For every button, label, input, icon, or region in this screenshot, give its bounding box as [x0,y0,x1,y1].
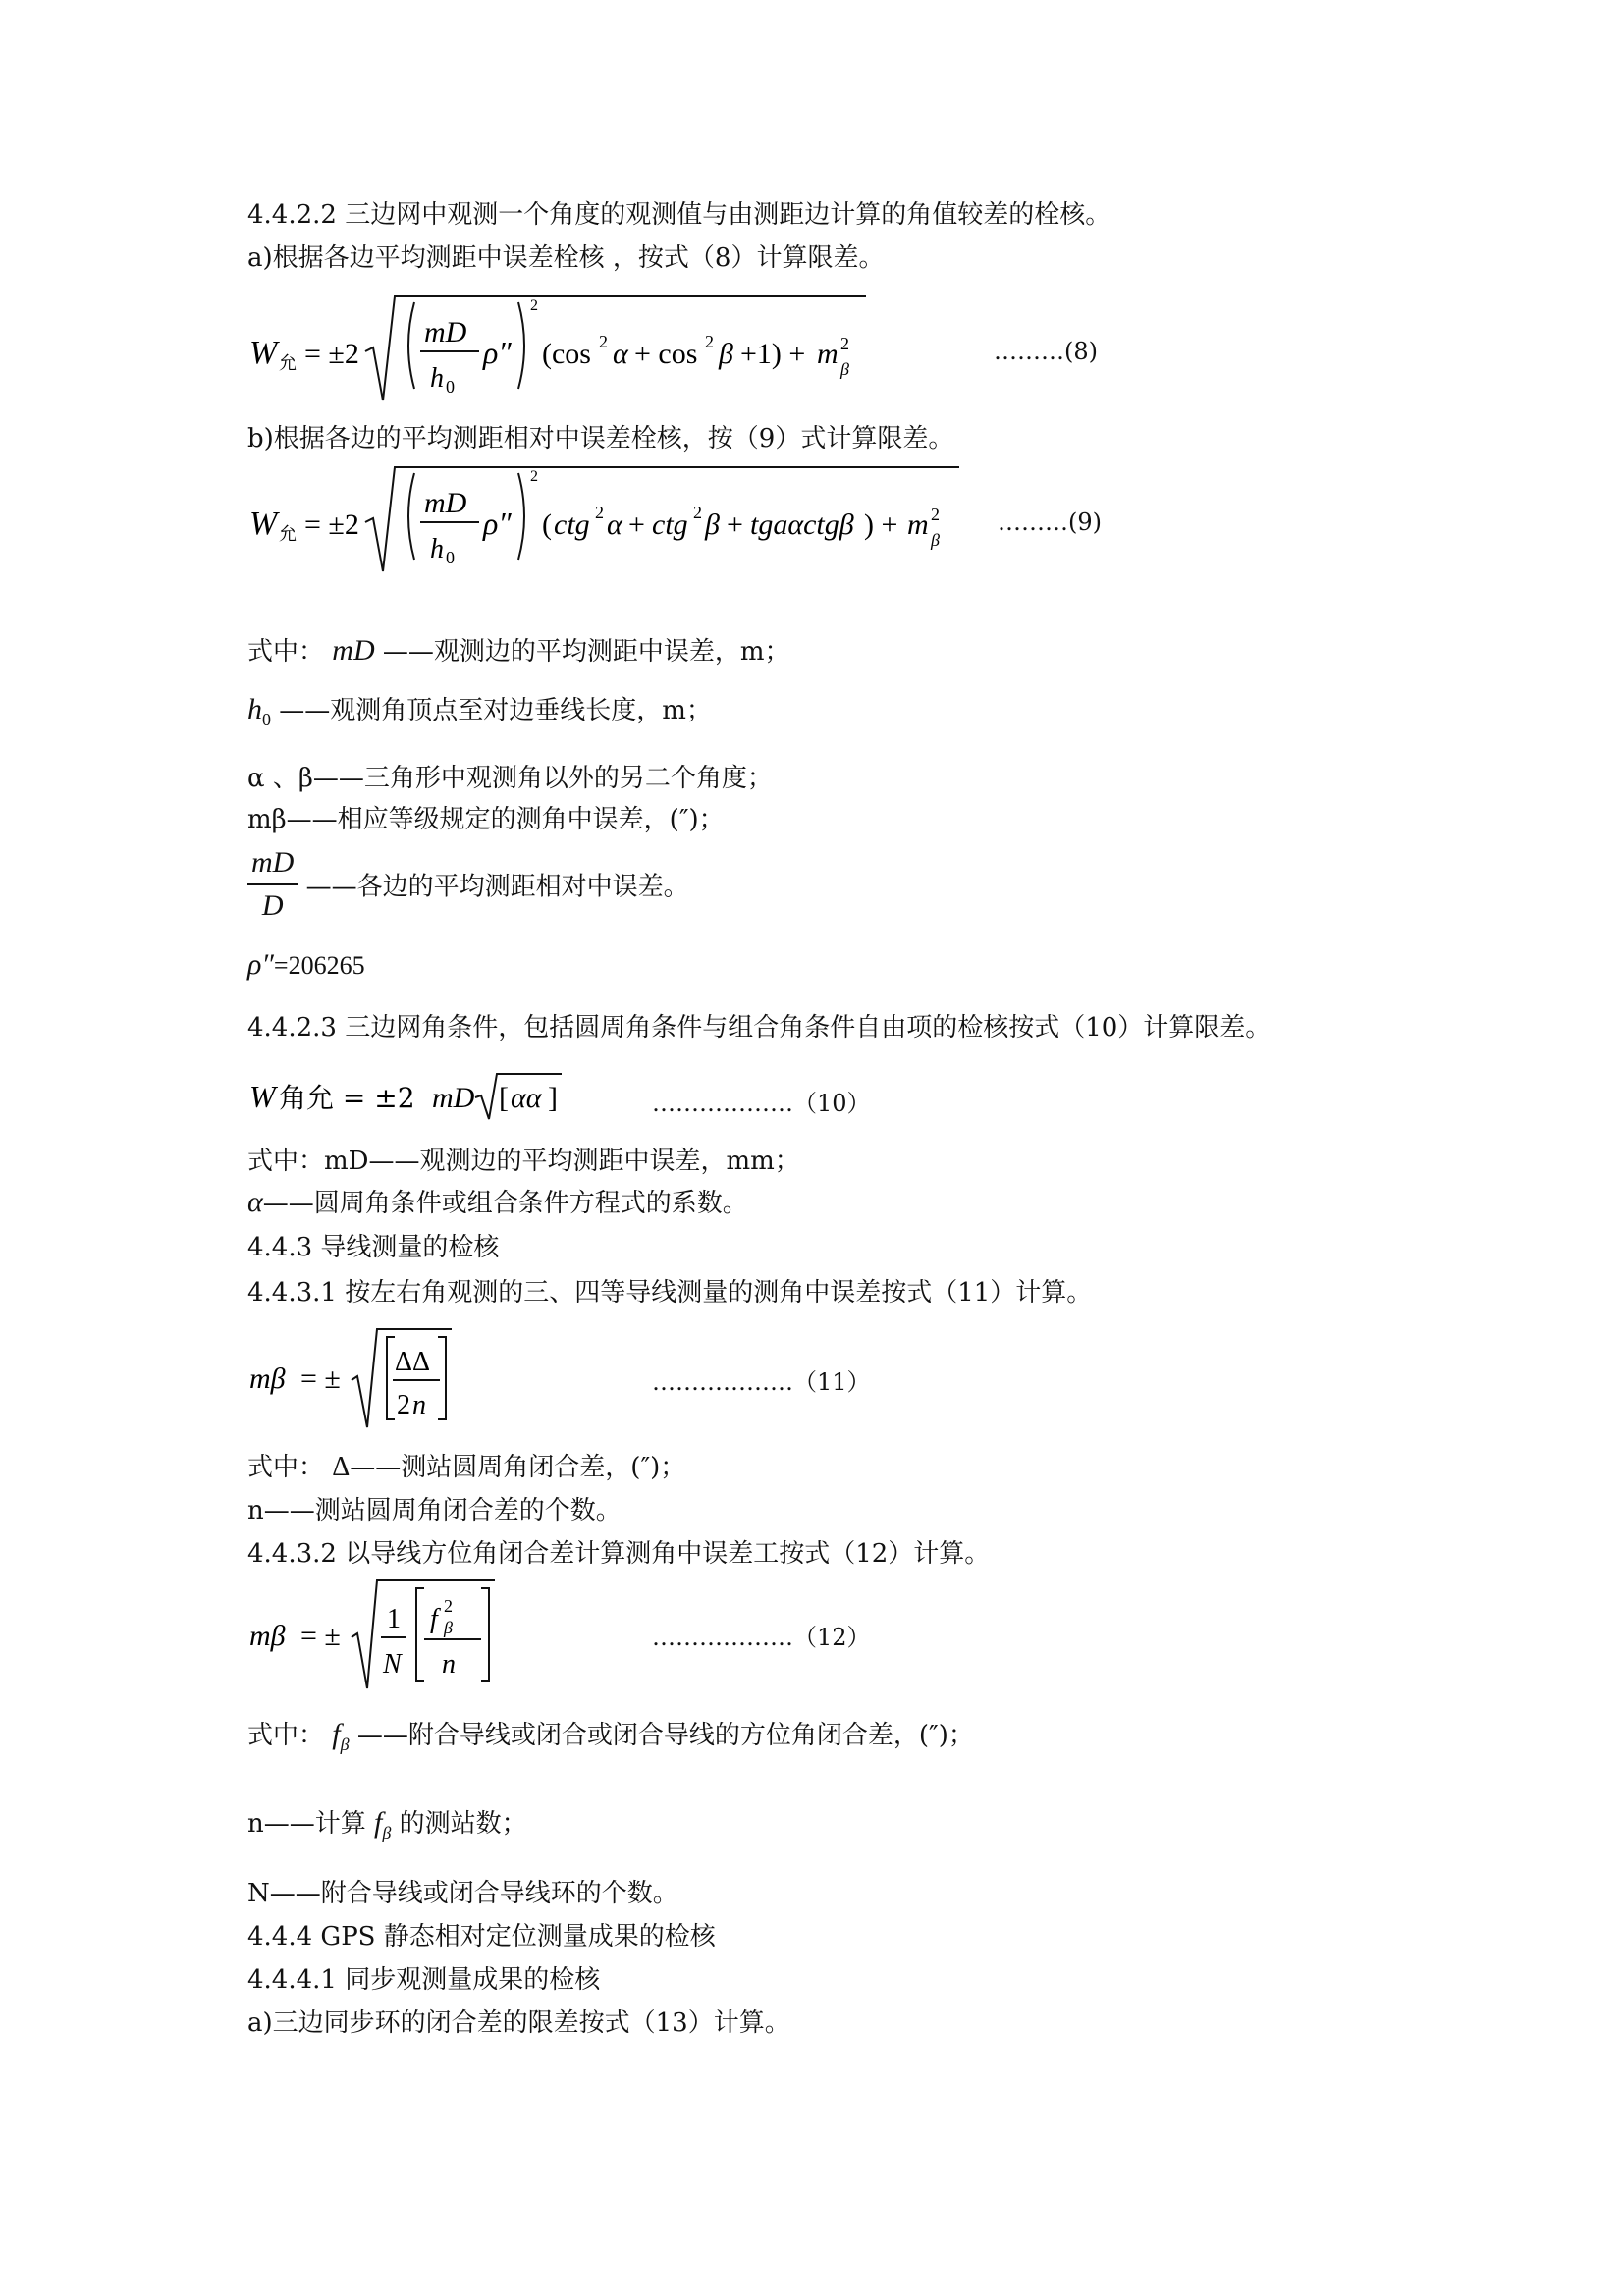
where-fbeta-line [247,1718,974,1761]
section-4422-heading: 4.4.2.2 三边网中观测一个角度的观测值与由测距边计算的角值较差的栓核。 [247,200,1111,230]
svg-text:[: [ [499,1082,509,1114]
equation-12 [247,1576,503,1694]
svg-text:+1) +: +1) + [740,338,806,370]
svg-text:β: β [705,508,720,541]
svg-text:ρ″: ρ″ [483,335,512,370]
alpha-beta-line: α 、β——三角形中观测角以外的另二个角度； [247,764,773,793]
N-count-line: N——附合导线或闭合导线环的个数。 [247,1879,678,1908]
where-h0-line [247,693,712,736]
equation-10-number: ………………（10） [652,1090,871,1117]
delta-description: ——测站圆周角闭合差，(″)； [350,1453,686,1482]
fraction-numerator: mD [247,842,298,885]
svg-text:β: β [931,530,940,550]
svg-text:2: 2 [599,332,608,351]
svg-text:允: 允 [279,524,297,545]
svg-text:2: 2 [397,1390,410,1420]
rho-line [247,948,365,983]
svg-text:+: + [727,508,743,541]
svg-text:β: β [444,1618,453,1637]
equation-9-graphic [247,461,974,579]
symbol-fbeta: $f_\beta$ [332,1718,350,1754]
svg-text:) +: ) + [864,508,898,541]
svg-text:W: W [249,335,278,371]
svg-text:(cos: (cos [542,338,591,370]
n-count-line: n——测站圆周角闭合差的个数。 [247,1496,622,1525]
svg-text:= ±: = ± [300,1620,341,1652]
svg-text:mD: mD [424,487,467,519]
equation-12-number: ………………（12） [652,1624,871,1651]
equation-11-number: ………………（11） [652,1368,871,1396]
svg-text:W: W [249,506,278,542]
svg-text:mβ: mβ [249,1362,286,1395]
fraction-mD-over-D [247,842,298,927]
svg-text:αα: αα [511,1082,542,1114]
equation-9 [247,461,974,579]
svg-text:mD: mD [424,316,467,348]
svg-text:0: 0 [446,548,455,567]
svg-text:角允 = ±2: 角允 = ±2 [279,1082,415,1114]
n-stations-prefix: n——计算 [247,1809,366,1839]
where-alpha-line [247,1186,748,1220]
svg-text:(: ( [542,508,552,541]
paragraph-b: b)根据各边的平均测距相对中误差栓核，按（9）式计算限差。 [247,424,954,454]
h0-description: ——观测角顶点至对边垂线长度，m； [279,696,712,725]
svg-text:允: 允 [279,353,297,374]
svg-text:ctg: ctg [652,508,688,541]
symbol-alpha: α [247,1186,263,1218]
svg-text:0: 0 [446,377,455,397]
svg-text:+ cos: + cos [634,338,698,370]
section-4432-heading: 4.4.3.2 以导线方位角闭合差计算测角中误差工按式（12）计算。 [247,1539,991,1569]
equation-10-graphic [247,1068,581,1127]
n-stations-suffix: 的测站数； [399,1809,527,1839]
svg-text:2: 2 [595,503,604,522]
svg-text:N: N [383,1649,402,1680]
svg-text:2: 2 [705,332,714,351]
where-label: 式中： [247,637,325,667]
section-444-heading: 4.4.4 GPS 静态相对定位测量成果的检核 [247,1922,716,1951]
equation-11-graphic [247,1325,463,1433]
equation-10 [247,1068,581,1127]
svg-text:2: 2 [931,505,940,524]
svg-text:β: β [840,359,849,379]
fbeta-description: ——附合导线或闭合或闭合导线的方位角闭合差，(″)； [356,1721,974,1750]
svg-text:2: 2 [840,334,849,353]
symbol-delta: Δ [332,1452,351,1482]
svg-text:m: m [907,508,929,541]
svg-text:2: 2 [693,503,702,522]
mdD-description: ——各边的平均测距相对中误差。 [305,872,689,902]
mD-description: ——观测边的平均测距中误差，m； [382,637,790,667]
mbeta-line: mβ——相应等级规定的测角中误差，(″)； [247,805,725,834]
section-4441-heading: 4.4.4.1 同步观测量成果的检核 [247,1965,601,1995]
svg-text:m: m [817,338,839,370]
where-mD-mm-line: 式中：mD——观测边的平均测距中误差，mm； [247,1147,800,1176]
equation-12-graphic [247,1576,503,1694]
svg-text:= ±: = ± [300,1362,341,1395]
section-4431-heading: 4.4.3.1 按左右角观测的三、四等导线测量的测角中误差按式（11）计算。 [247,1278,1093,1308]
n-stations-line [247,1806,527,1849]
svg-text:f: f [430,1604,438,1634]
fraction-denominator: D [261,889,284,922]
where-delta-line [247,1451,685,1484]
rho-value: =206265 [273,951,365,980]
where-label-4: 式中： [247,1721,325,1750]
svg-text:2: 2 [530,297,538,314]
svg-text:α: α [613,338,628,370]
alpha-description: ——圆周角条件或组合条件方程式的系数。 [262,1189,748,1218]
svg-text:n: n [412,1390,426,1420]
paragraph-a: a)根据各边平均测距中误差栓核 ，按式（8）计算限差。 [247,243,885,273]
section-4423-heading: 4.4.2.3 三边网角条件，包括圆周角条件与组合角条件自由项的检核按式（10）计算限差。 [247,1013,1271,1042]
svg-text:n: n [442,1649,456,1680]
svg-text:W: W [249,1079,276,1114]
svg-text:ΔΔ: ΔΔ [395,1347,431,1377]
svg-text:β: β [719,338,733,370]
where-mD-line [247,634,790,668]
symbol-mD: mD [332,634,375,667]
svg-text:h: h [430,534,444,564]
svg-text:2: 2 [444,1596,453,1616]
paragraph-a2: a)三边同步环的闭合差的限差按式（13）计算。 [247,2008,790,2038]
equation-8-graphic [247,291,876,408]
svg-text:]: ] [548,1082,558,1114]
svg-text:2: 2 [530,468,538,485]
symbol-rho: ρ″ [247,948,274,981]
symbol-fbeta-2: $f_\beta$ [374,1806,392,1842]
svg-text:h: h [430,363,444,394]
svg-text:tgaαctgβ: tgaαctgβ [750,508,854,541]
svg-text:= ±2: = ±2 [304,338,359,370]
equation-9-number: ………(9) [998,508,1102,536]
svg-text:1: 1 [387,1604,401,1634]
svg-text:= ±2: = ±2 [304,508,359,541]
equation-8 [247,291,876,408]
svg-text:mD: mD [432,1082,475,1114]
where-mdD-line [247,842,689,927]
equation-8-number: ………(8) [994,338,1098,365]
where-label-3: 式中： [247,1453,325,1482]
svg-text:ctg: ctg [554,508,590,541]
svg-text:ρ″: ρ″ [483,506,512,541]
svg-text:+: + [628,508,645,541]
svg-text:α: α [607,508,622,541]
section-443-heading: 4.4.3 导线测量的检核 [247,1233,500,1262]
equation-11 [247,1325,463,1433]
svg-text:mβ: mβ [249,1620,286,1652]
symbol-h0: $h_0$ [247,693,271,729]
